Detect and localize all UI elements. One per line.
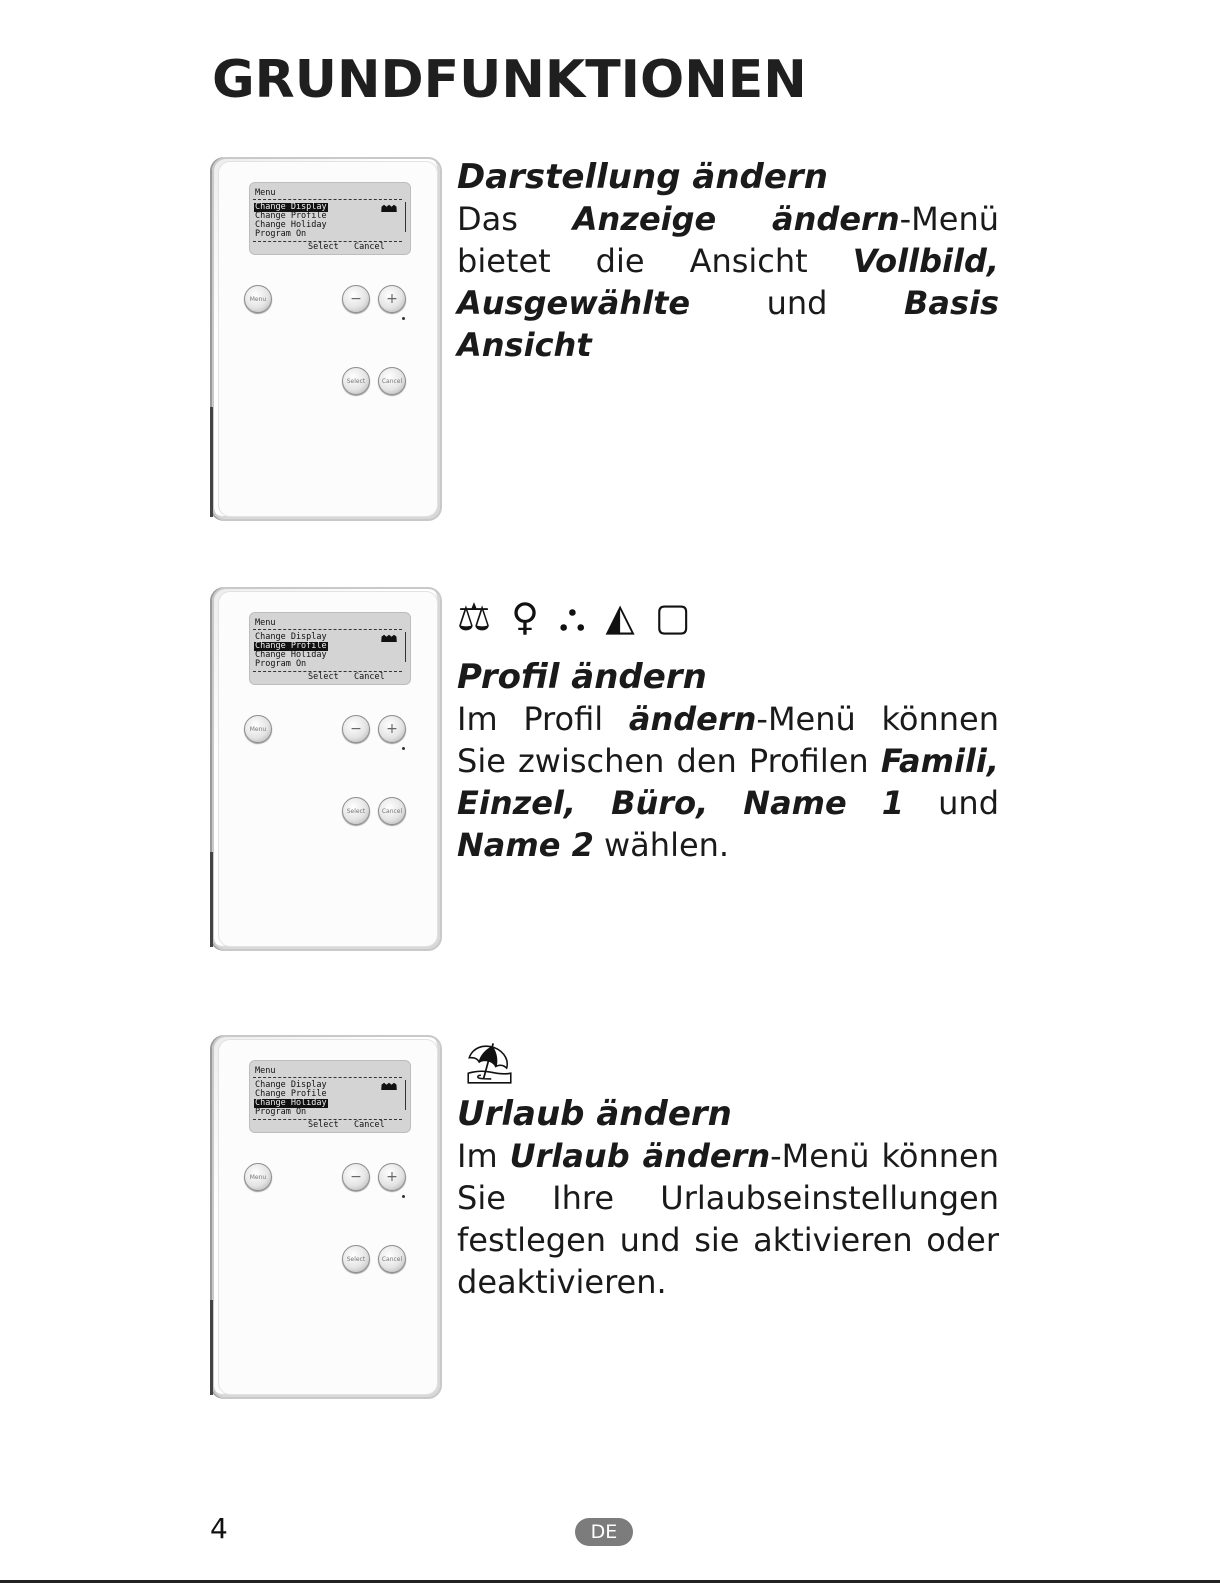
body-text-run: Im Profil: [457, 700, 629, 738]
lcd-menu-item: Change Holiday: [255, 1098, 327, 1108]
minus-button: −: [342, 1163, 370, 1191]
menu-button: Menu: [244, 715, 272, 743]
body-text-run: und: [690, 284, 904, 322]
lcd-screen: Menu Change Display Change Profile Change Holiday Program On ☗☗☗ Select Cancel: [249, 182, 411, 255]
plus-button: +: [378, 1163, 406, 1191]
palm-tree-icon: ⛱: [464, 1041, 515, 1087]
lcd-menu-item: Change Holiday: [255, 220, 327, 230]
cancel-button: Cancel: [378, 367, 406, 395]
lcd-screen: Menu Change Display Change Profile Change Holiday Program On ☗☗☗ Select Cancel: [249, 1060, 411, 1133]
emphasis-text: Basis Ansicht: [457, 284, 999, 364]
thermostat-illustration-display: [212, 157, 442, 521]
plus-button: +: [378, 715, 406, 743]
cancel-button: Cancel: [378, 797, 406, 825]
emphasis-text: Anzeige ändern: [572, 200, 900, 238]
emphasis-text: Famili, Einzel, Büro, Name 1: [457, 742, 999, 822]
family-icon: ☗☗☗: [380, 634, 396, 645]
emphasis-text: Name 2: [457, 826, 594, 864]
emphasis-text: ändern: [628, 700, 757, 738]
family-icon: ☗☗☗: [380, 1082, 396, 1093]
section-heading: Darstellung ändern: [457, 157, 828, 197]
menu-button: Menu: [244, 1163, 272, 1191]
lcd-menu-item: Program On: [255, 229, 307, 239]
minus-button: −: [342, 715, 370, 743]
emphasis-text: Urlaub ändern: [509, 1137, 771, 1175]
lcd-menu-item: Change Display: [255, 1080, 327, 1090]
page-title: GRUNDFUNKTIONEN: [212, 50, 807, 110]
lcd-menu-item: Change Profile: [255, 211, 327, 221]
section-profile: [457, 656, 999, 866]
body-text-run: -Menü können Sie zwischen den Profilen: [457, 700, 1000, 780]
section-display: [457, 156, 999, 366]
minus-button: −: [342, 285, 370, 313]
language-badge: DE: [575, 1518, 633, 1546]
select-button: Select: [342, 1245, 370, 1273]
single-person-icon: ♀: [511, 595, 539, 639]
lcd-menu-item: Program On: [255, 1107, 307, 1117]
body-text-run: Das: [457, 200, 573, 238]
family-icon: ⚖: [457, 595, 492, 639]
section-heading: Urlaub ändern: [457, 1094, 732, 1134]
section-heading: Profil ändern: [457, 657, 707, 697]
cancel-button: Cancel: [378, 1245, 406, 1273]
lcd-menu-item: Change Display: [255, 202, 327, 212]
section-body: [457, 698, 999, 866]
lcd-menu-item: Change Holiday: [255, 650, 327, 660]
thermostat-illustration-profile: [212, 587, 442, 951]
body-text-run: -Menü bietet die Ansicht: [457, 200, 1000, 280]
emphasis-text: Vollbild, Ausgewählte: [457, 242, 999, 322]
section-body: [457, 1135, 999, 1303]
lcd-menu-item: Change Profile: [255, 641, 327, 651]
select-button: Select: [342, 797, 370, 825]
name1-icon: ◭: [605, 595, 635, 639]
page-number: 4: [210, 1512, 228, 1545]
profile-icons-row: [457, 592, 691, 642]
body-text-run: Im: [457, 1137, 510, 1175]
thermostat-illustration-holiday: [212, 1035, 442, 1399]
section-holiday: [457, 1093, 999, 1303]
body-text-run: wählen.: [593, 826, 730, 864]
lcd-menu-item: Change Profile: [255, 1089, 327, 1099]
menu-button: Menu: [244, 285, 272, 313]
plus-button: +: [378, 285, 406, 313]
family-icon: ☗☗☗: [380, 204, 396, 215]
name2-icon: ▢: [654, 595, 691, 639]
office-icon: ⛬: [558, 595, 586, 639]
lcd-screen: Menu Change Display Change Profile Change Holiday Program On ☗☗☗ Select Cancel: [249, 612, 411, 685]
section-body: [457, 198, 999, 366]
body-text-run: und: [904, 784, 999, 822]
lcd-menu-item: Change Display: [255, 632, 327, 642]
lcd-menu-item: Program On: [255, 659, 307, 669]
body-text-run: -Menü können Sie Ihre Urlaubseinstellungen festlegen und sie aktivieren oder deaktivieren.: [457, 1137, 999, 1301]
select-button: Select: [342, 367, 370, 395]
